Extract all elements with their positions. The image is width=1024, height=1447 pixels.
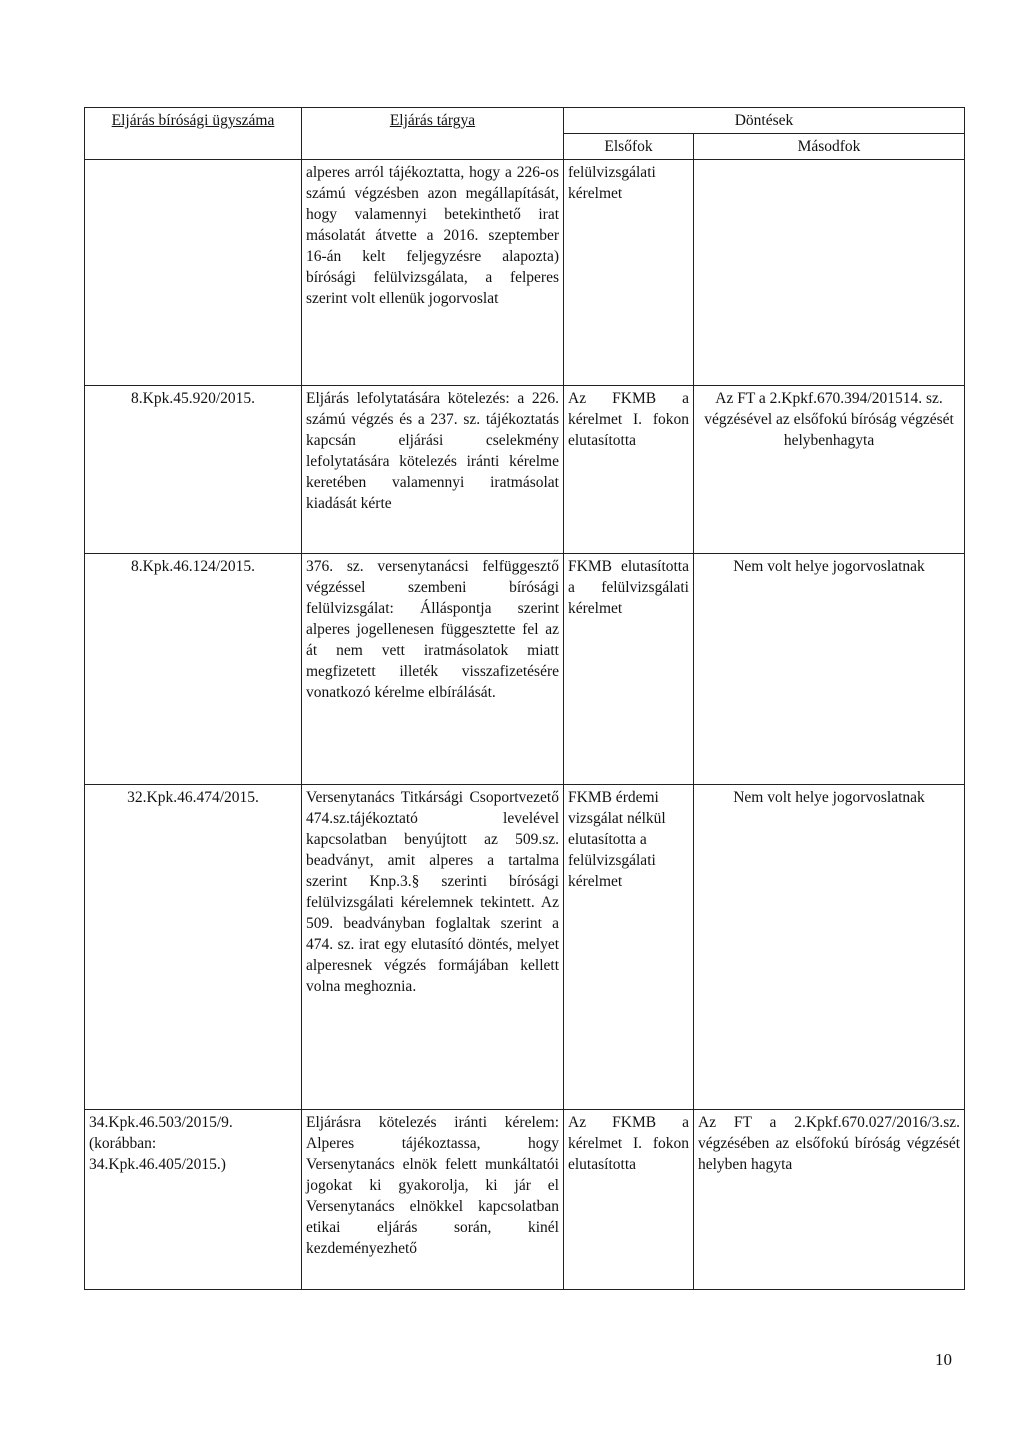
header-subject-label: Eljárás tárgya <box>389 112 476 129</box>
header-first-instance: Elsőfok <box>564 134 694 160</box>
header-decisions: Döntések <box>564 108 965 134</box>
header-subject <box>302 108 564 160</box>
case-number-cell <box>85 1110 302 1290</box>
first-instance-cell: FKMB elutasította a felülvizsgálati kérelmet <box>564 554 694 785</box>
table-row <box>85 785 965 1110</box>
second-instance-cell: Nem volt helye jogorvoslatnak <box>694 554 965 785</box>
subject-cell: Eljárás lefolytatására kötelezés: a 226. számú végzés és a 237. sz. tájékoztatás kapcsán eljárási cselekmény lefolytatására kötelezés iránti kérelme keretében valamennyi iratmásolat kiadását kérte <box>302 386 564 554</box>
second-instance-cell <box>694 160 965 386</box>
second-instance-cell: Nem volt helye jogorvoslatnak <box>694 785 965 1110</box>
first-instance-cell: Az FKMB a kérelmet I. fokon elutasította <box>564 386 694 554</box>
header-second-instance: Másodfok <box>694 134 965 160</box>
first-instance-cell: felülvizsgálati kérelmet <box>564 160 694 386</box>
second-instance-cell: Az FT a 2.Kpkf.670.394/201514. sz. végzésével az elsőfokú bíróság végzését helybenhagyta <box>694 386 965 554</box>
header-case-number-label: Eljárás bírósági ügyszáma <box>111 112 275 129</box>
table-row <box>85 386 965 554</box>
subject-cell: Eljárásra kötelezés iránti kérelem: Alperes tájékoztassa, hogy Versenytanács elnök felett munkáltatói jogokat ki gyakorolja, ki jár el Versenytanács elnökkel kapcsolatban etikai eljárás során, kinél kezdeményezhető <box>302 1110 564 1290</box>
table-header-row <box>85 108 965 134</box>
first-instance-cell: Az FKMB a kérelmet I. fokon elutasította <box>564 1110 694 1290</box>
case-number-line: 34.Kpk.46.503/2015/9. <box>89 1114 233 1131</box>
subject-cell: 376. sz. versenytanácsi felfüggesztő végzéssel szembeni bírósági felülvizsgálat: Álláspontja szerint alperes jogellenesen függesztette fel az át nem vett iratmásolatok miatt megfizetett illeték visszafizetésére vonatkozó kérelme elbírálását. <box>302 554 564 785</box>
table-row <box>85 1110 965 1290</box>
page-number: 10 <box>935 1350 952 1369</box>
subject-cell: alperes arról tájékoztatta, hogy a 226-os számú végzésben azon megállapítását, hogy valamennyi betekinthető irat másolatát átvette a 2016. szeptember 16-án kelt feljegyzésre alapozta) bírósági felülvizsgálata, a felperes szerint volt ellenük jogorvoslat <box>302 160 564 386</box>
case-number-cell: 32.Kpk.46.474/2015. <box>85 785 302 1110</box>
header-case-number <box>85 108 302 160</box>
case-number-cell: 8.Kpk.46.124/2015. <box>85 554 302 785</box>
proceedings-table <box>84 107 965 1290</box>
case-number-cell <box>85 160 302 386</box>
case-number-line: (korábban: <box>89 1135 157 1152</box>
second-instance-cell: Az FT a 2.Kpkf.670.027/2016/3.sz. végzésében az elsőfokú bíróság végzését helyben hagyta <box>694 1110 965 1290</box>
table-row <box>85 160 965 386</box>
table-row <box>85 554 965 785</box>
first-instance-cell: FKMB érdemi vizsgálat nélkül elutasította a felülvizsgálati kérelmet <box>564 785 694 1110</box>
case-number-cell: 8.Kpk.45.920/2015. <box>85 386 302 554</box>
case-number-line: 34.Kpk.46.405/2015.) <box>89 1156 226 1173</box>
subject-cell: Versenytanács Titkársági Csoportvezető 474.sz.tájékoztató levelével kapcsolatban benyújtott az 509.sz. beadványt, amit alperes a tartalma szerint Knp.3.§ szerinti bírósági felülvizsgálati kérelemnek tekintett. Az 509. beadványban foglaltak szerint a 474. sz. irat egy elutasító döntés, melyet alperesnek végzés formájában kellett volna meghoznia. <box>302 785 564 1110</box>
